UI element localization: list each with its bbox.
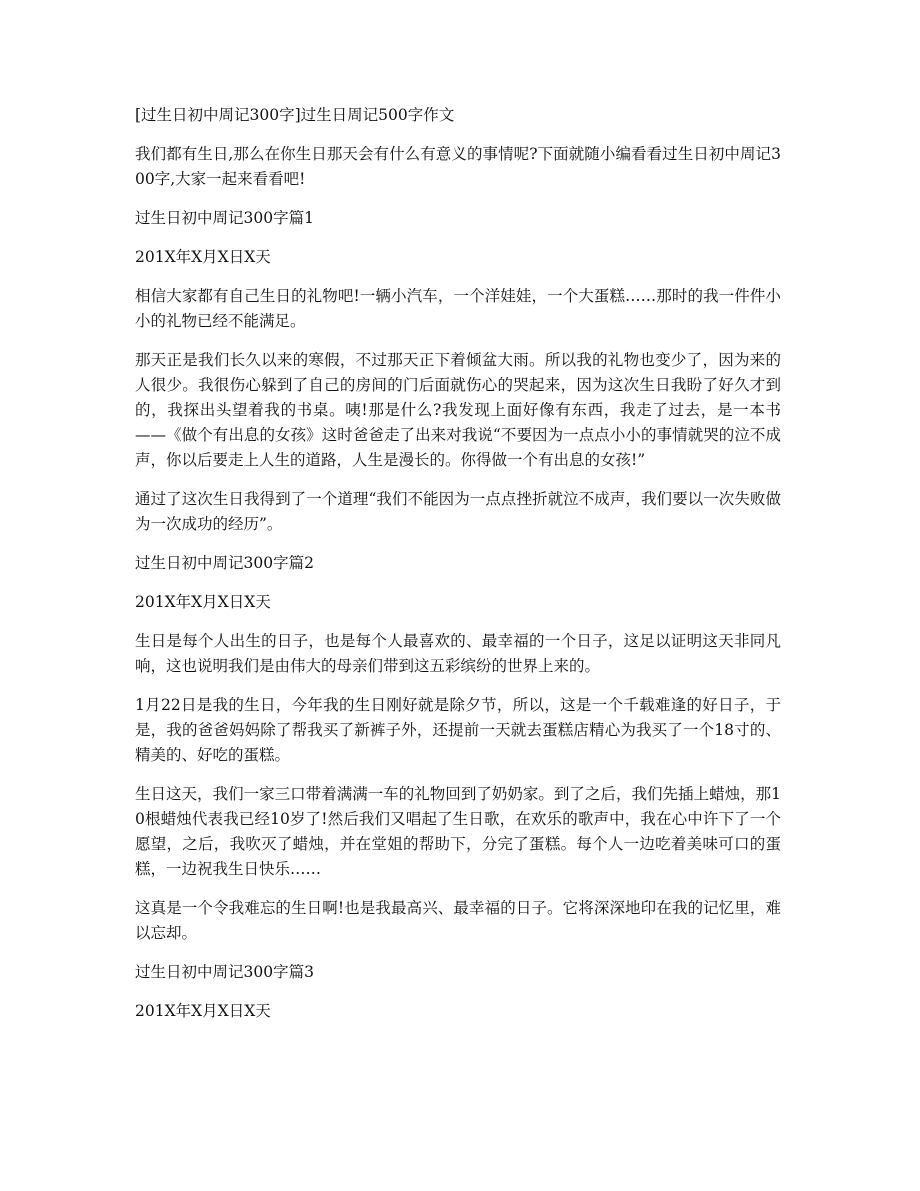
document-body bbox=[135, 103, 781, 1038]
body-paragraph: 通过了这次生日我得到了一个道理“我们不能因为一点点挫折就泣不成声，我们要以一次失败做为一次成功的经历”。 bbox=[135, 490, 781, 533]
body-paragraph: 那天正是我们长久以来的寒假，不过那天正下着倾盆大雨。所以我的礼物也变少了，因为来的人很少。我很伤心躲到了自己的房间的门后面就伤心的哭起来，因为这次生日我盼了好久才到的，我探出头望着我的书桌。咦!那是什么?我发现上面好像有东西，我走了过去，是一本书——《做个有出息的女孩》这时爸爸走了出来对我说“不要因为一点点小小的事情就哭的泣不成声，你以后要走上人生的道路，人生是漫长的。你得做一个有出息的女孩!” bbox=[135, 351, 781, 469]
section-heading: 过生日初中周记300字篇3 bbox=[135, 963, 314, 981]
body-paragraph: 1月22日是我的生日，今年我的生日刚好就是除夕节，所以，这是一个千载难逢的好日子，于是，我的爸爸妈妈除了帮我买了新裤子外，还提前一天就去蛋糕店精心为我买了一个18寸的、精美的、好吃的蛋糕。 bbox=[135, 696, 781, 764]
body-paragraph: 这真是一个令我难忘的生日啊!也是我最高兴、最幸福的日子。它将深深地印在我的记忆里，难以忘却。 bbox=[135, 899, 781, 942]
document-title: [过生日初中周记300字]过生日周记500字作文 bbox=[135, 106, 455, 124]
intro-paragraph: 我们都有生日,那么在你生日那天会有什么有意义的事情呢?下面就随小编看看过生日初中周记300字,大家一起来看看吧! bbox=[135, 145, 781, 188]
section-heading: 过生日初中周记300字篇2 bbox=[135, 554, 314, 572]
section-date: 201X年X月X日X天 bbox=[135, 593, 271, 611]
body-paragraph: 生日是每个人出生的日子，也是每个人最喜欢的、最幸福的一个日子，这足以证明这天非同凡响，这也说明我们是由伟大的母亲们带到这五彩缤纷的世界上来的。 bbox=[135, 632, 781, 675]
body-paragraph: 生日这天，我们一家三口带着满满一车的礼物回到了奶奶家。到了之后，我们先插上蜡烛，那10根蜡烛代表我已经10岁了!然后我们又唱起了生日歌，在欢乐的歌声中，我在心中许下了一个愿望，之后，我吹灭了蜡烛，并在堂姐的帮助下，分完了蛋糕。每个人一边吃着美味可口的蛋糕，一边祝我生日快乐…… bbox=[135, 785, 781, 878]
body-paragraph: 相信大家都有自己生日的礼物吧!一辆小汽车，一个洋娃娃，一个大蛋糕……那时的我一件件小小的礼物已经不能满足。 bbox=[135, 287, 781, 330]
section-heading: 过生日初中周记300字篇1 bbox=[135, 209, 314, 227]
section-date: 201X年X月X日X天 bbox=[135, 248, 271, 266]
section-date: 201X年X月X日X天 bbox=[135, 1002, 271, 1020]
